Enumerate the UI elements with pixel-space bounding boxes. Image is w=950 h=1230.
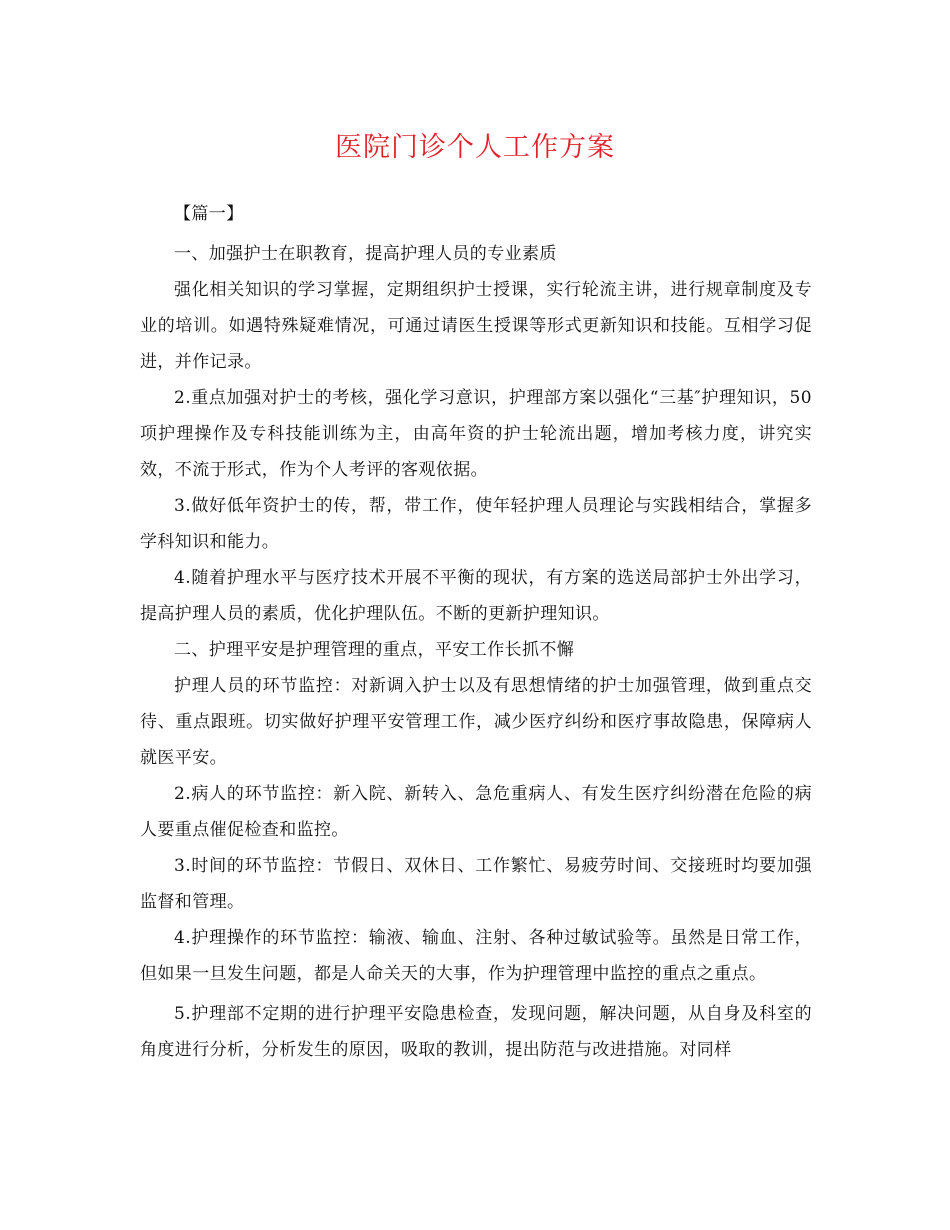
paragraph: 强化相关知识的学习掌握，定期组织护士授课，实行轮流主讲，进行规章制度及专业的培训。如遇特殊疑难情况，可通过请医生授课等形式更新知识和技能。互相学习促进，并作记录。 [140, 280, 812, 372]
paragraph: 2.重点加强对护士的考核，强化学习意识，护理部方案以强化“三基″护理知识，50项护理操作及专科技能训练为主，由高年资的护士轮流出题，增加考核力度，讲究实效，不流于形式，作为个人考评的客观依据。 [140, 388, 812, 480]
document-title: 医院门诊个人工作方案 [335, 132, 615, 163]
paragraph: 4.随着护理水平与医疗技术开展不平衡的现状，有方案的选送局部护士外出学习，提高护理人员的素质，优化护理队伍。不断的更新护理知识。 [140, 568, 812, 624]
paragraph: 5.护理部不定期的进行护理平安隐患检查，发现问题，解决问题，从自身及科室的角度进行分析，分析发生的原因，吸取的教训，提出防范与改进措施。对同样 [140, 1004, 812, 1060]
paragraph: 2.病人的环节监控：新入院、新转入、急危重病人、有发生医疗纠纷潜在危险的病人要重点催促检查和监控。 [140, 784, 812, 840]
section-heading-2: 二、护理平安是护理管理的重点，平安工作长抓不懈 [174, 640, 575, 660]
paragraph: 3.时间的环节监控：节假日、双休日、工作繁忙、易疲劳时间、交接班时均要加强监督和管理。 [140, 856, 812, 912]
paragraph: 3.做好低年资护士的传，帮，带工作，使年轻护理人员理论与实践相结合，掌握多学科知识和能力。 [140, 496, 812, 552]
paragraph: 护理人员的环节监控：对新调入护士以及有思想情绪的护士加强管理，做到重点交待、重点跟班。切实做好护理平安管理工作，减少医疗纠纷和医疗事故隐患，保障病人就医平安。 [140, 676, 812, 768]
document-body [140, 196, 812, 1068]
section-heading-1: 一、加强护士在职教育，提高护理人员的专业素质 [174, 244, 557, 264]
paragraph: 4.护理操作的环节监控：输液、输血、注射、各种过敏试验等。虽然是日常工作，但如果一旦发生问题，都是人命关天的大事，作为护理管理中监控的重点之重点。 [140, 928, 812, 984]
section-label: 【篇一】 [174, 204, 244, 224]
